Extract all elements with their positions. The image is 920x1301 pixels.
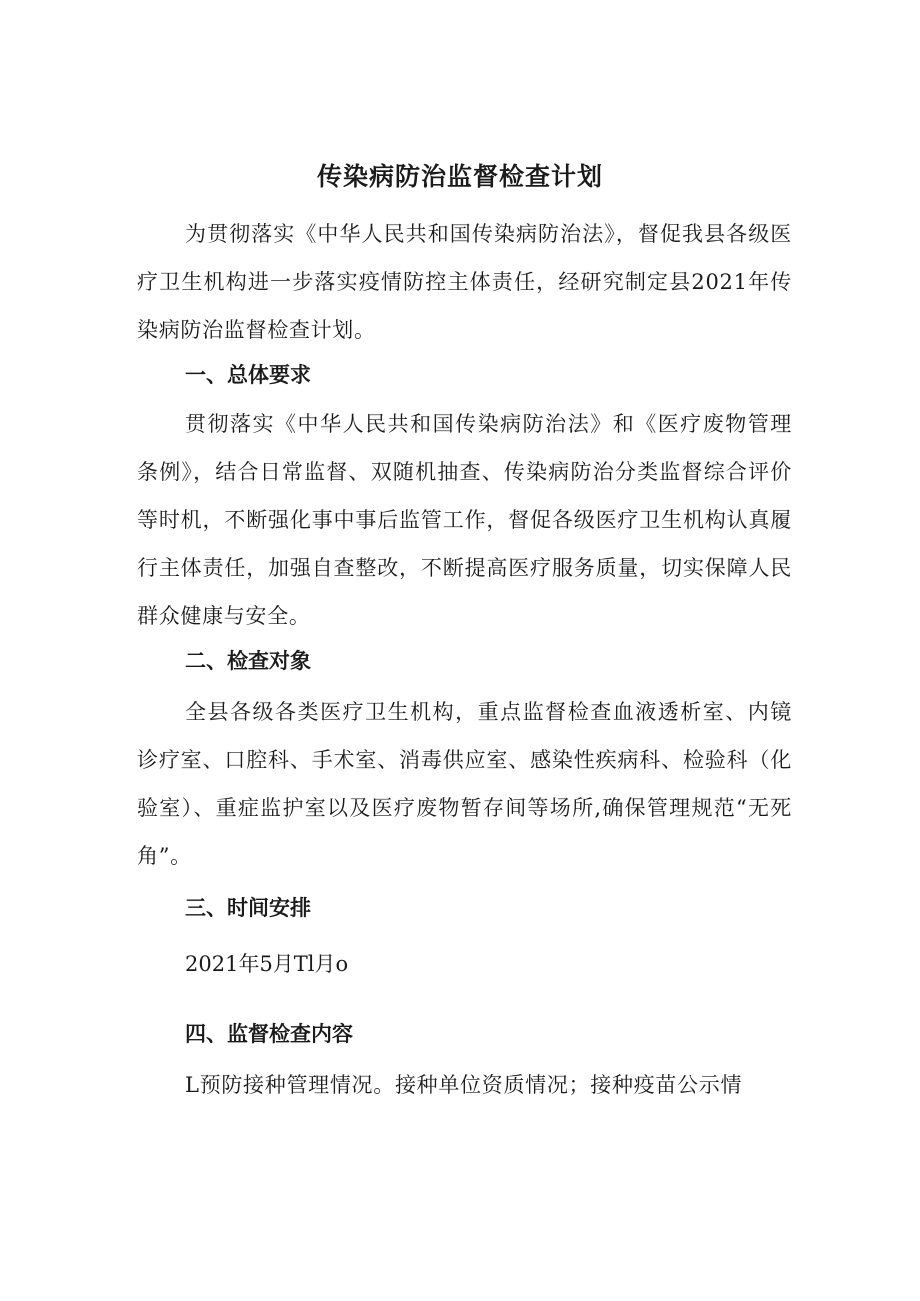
section-body-general: 贯彻落实《中华人民共和国传染病防治法》和《医疗废物管理条例》，结合日常监督、双随机抽查、传染病防治分类监督综合评价等时机，不断强化事中事后监管工作，督促各级医疗卫生机构认真履行主体责任，加强自查整改，不断提高医疗服务质量，切实保障人民群众健康与安全。 (137, 412, 792, 628)
section-body-targets: 全县各级各类医疗卫生机构，重点监督检查血液透析室、内镜诊疗室、口腔科、手术室、消毒供应室、感染性疾病科、检验科（化验室）、重症监护室以及医疗废物暂存间等场所,确保管理规范“无死角”。 (137, 700, 792, 868)
section-heading-general: 一、总体要求 (185, 363, 311, 387)
section-body-content: L预防接种管理情况。接种单位资质情况；接种疫苗公示情 (185, 1073, 743, 1097)
section-heading-schedule: 三、时间安排 (185, 896, 311, 920)
document-title: 传染病防治监督检查计划 (316, 162, 603, 191)
intro-paragraph: 为贯彻落实《中华人民共和国传染病防治法》，督促我县各级医疗卫生机构进一步落实疫情防控主体责任，经研究制定县2021年传染病防治监督检查计划。 (137, 222, 792, 342)
section-heading-content: 四、监督检查内容 (185, 1022, 353, 1046)
section-heading-targets: 二、检查对象 (185, 649, 311, 673)
section-body-schedule: 2021年5月Tl月o (185, 952, 349, 976)
